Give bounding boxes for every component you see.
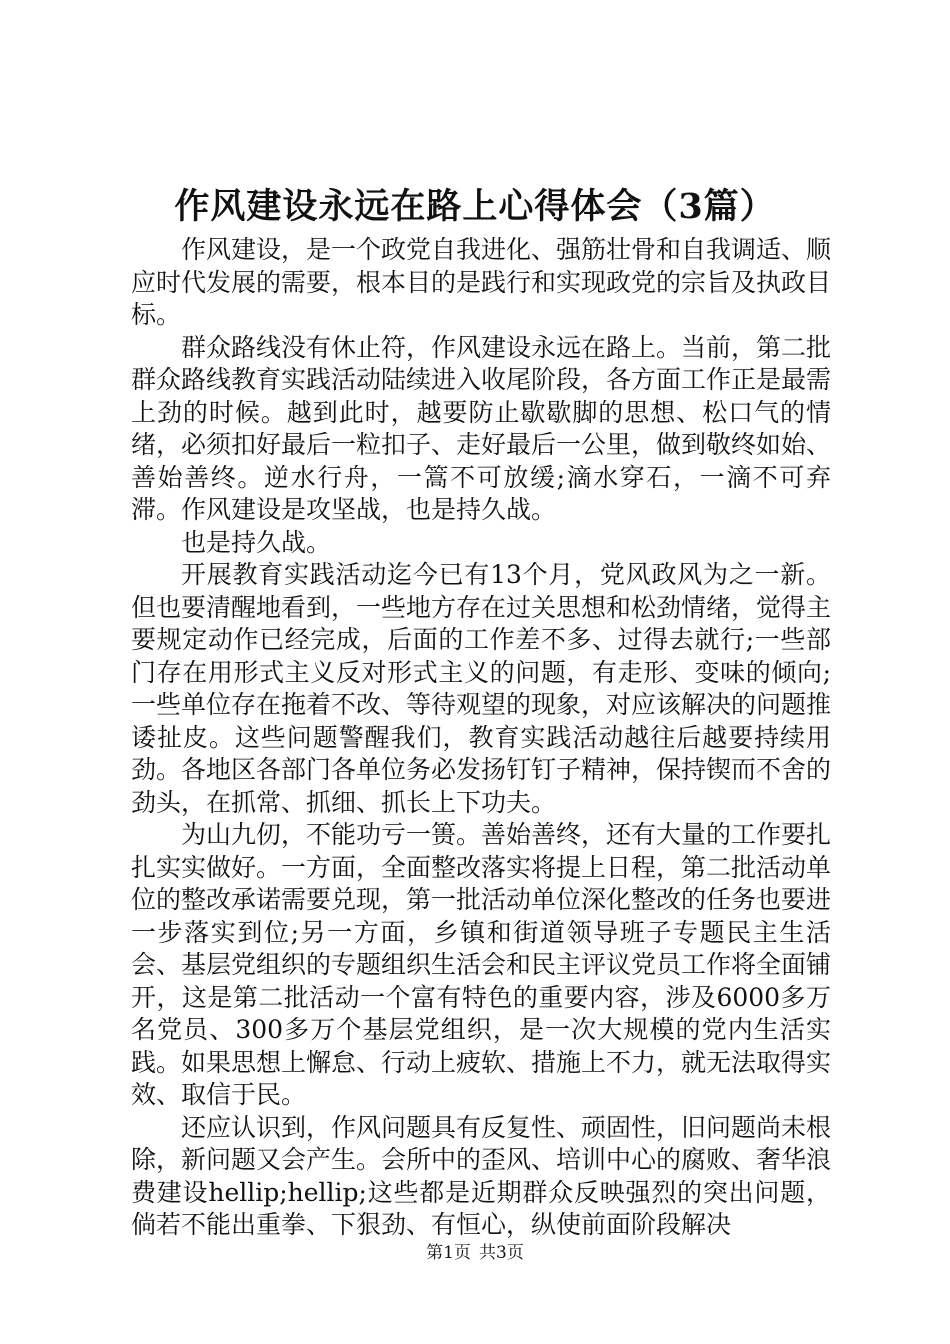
paragraph-6: 还应认识到，作风问题具有反复性、顽固性，旧问题尚未根除，新问题又会产生。会所中的歪风、培训中心的腐败、奢华浪费建设hellip;hellip;这些都是近期群众反映强烈的突出问题，倘若不能出重拳、下狠劲、有恒心，纵使前面阶段解决 xyxy=(131,1112,832,1239)
page-footer xyxy=(0,1241,950,1265)
paragraph-2: 群众路线没有休止符，作风建设永远在路上。当前，第二批群众路线教育实践活动陆续进入收尾阶段，各方面工作正是最需上劲的时候。越到此时，越要防止歇歇脚的思想、松口气的情绪，必须扣好最后一粒扣子、走好最后一公里，做到敬终如始、善始善终。逆水行舟，一篙不可放缓;滴水穿石，一滴不可弃滞。作风建设是攻坚战，也是持久战。 xyxy=(131,332,832,524)
page-total: 共3页 xyxy=(479,1243,524,1263)
paragraph-4: 开展教育实践活动迄今已有13个月，党风政风为之一新。但也要清醒地看到，一些地方存在过关思想和松劲情绪，觉得主要规定动作已经完成，后面的工作差不多、过得去就行;一些部门存在用形式主义反对形式主义的问题，有走形、变味的倾向;一些单位存在拖着不改、等待观望的现象，对应该解决的问题推诿扯皮。这些问题警醒我们，教育实践活动越往后越要持续用劲。各地区各部门各单位务必发扬钉钉子精神，保持锲而不舍的劲头，在抓常、抓细、抓长上下功夫。 xyxy=(131,560,832,817)
document-title: 作风建设永远在路上心得体会（3篇） xyxy=(174,186,776,227)
document-body xyxy=(131,234,831,1242)
page-number: 第1页 xyxy=(426,1243,471,1263)
paragraph-3: 也是持久战。 xyxy=(181,527,332,557)
paragraph-5: 为山九仞，不能功亏一篑。善始善终，还有大量的工作要扎扎实实做好。一方面，全面整改落实将提上日程，第二批活动单位的整改承诺需要兑现，第一批活动单位深化整改的任务也要进一步落实到位;另一方面，乡镇和街道领导班子专题民主生活会、基层党组织的专题组织生活会和民主评议党员工作将全面铺开，这是第二批活动一个富有特色的重要内容，涉及6000多万名党员、300多万个基层党组织，是一次大规模的党内生活实践。如果思想上懈怠、行动上疲软、措施上不力，就无法取得实效、取信于民。 xyxy=(131,820,832,1109)
paragraph-1: 作风建设，是一个政党自我进化、强筋壮骨和自我调适、顺应时代发展的需要，根本目的是践行和实现政党的宗旨及执政目标。 xyxy=(131,235,832,329)
